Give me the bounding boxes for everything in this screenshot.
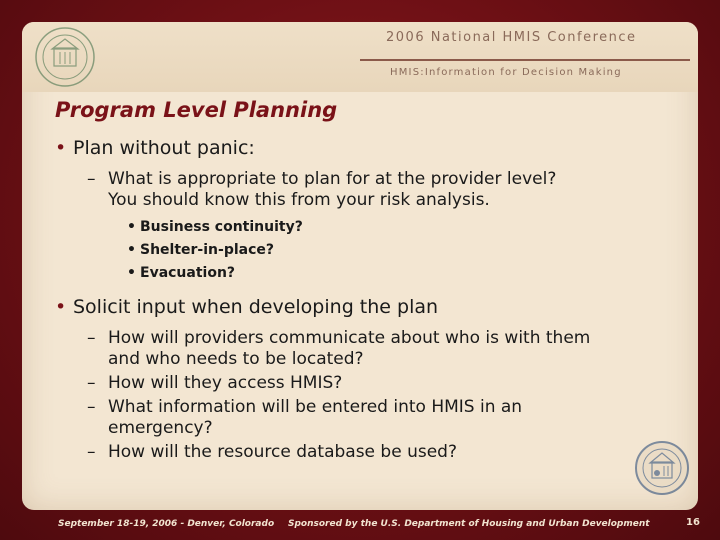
sub-bullet — [55, 397, 695, 439]
sub-bullet — [55, 442, 695, 463]
conference-subtitle: HMIS:Information for Decision Making — [390, 67, 622, 78]
footer-date-location: September 18-19, 2006 - Denver, Colorado — [58, 519, 275, 529]
sub-sub-list — [55, 216, 695, 285]
dash-marker: – — [87, 169, 96, 189]
sub-bullet — [55, 328, 695, 370]
sub-bullet-line: and who needs to be located? — [108, 349, 364, 369]
sub-bullet-line: What is appropriate to plan for at the provider level? — [108, 169, 557, 189]
page-number: 16 — [686, 517, 700, 528]
sub-bullet — [55, 373, 695, 394]
bullet-dot: • — [55, 296, 67, 318]
list-item-text: Evacuation? — [140, 265, 236, 281]
bullet-solicit-input — [55, 295, 695, 320]
dash-marker: – — [87, 397, 96, 417]
sub-bullet — [55, 169, 695, 211]
bullet-dot: • — [127, 265, 136, 281]
header-divider — [360, 59, 690, 61]
list-item — [55, 216, 695, 239]
slide-content — [55, 136, 695, 463]
list-item — [55, 239, 695, 262]
list-item-text: Business continuity? — [140, 219, 303, 235]
list-item-text: Shelter-in-place? — [140, 242, 275, 258]
bullet-dot: • — [55, 137, 67, 159]
hud-seal-icon — [634, 440, 690, 496]
sub-bullet-line: How will they access HMIS? — [108, 373, 343, 393]
bullet-dot: • — [127, 219, 136, 235]
slide-title: Program Level Planning — [55, 98, 338, 122]
bullet-text: Solicit input when developing the plan — [73, 296, 439, 318]
sub-bullet-line: What information will be entered into HMIS in an — [108, 397, 523, 417]
sub-bullet-line: emergency? — [108, 418, 213, 438]
sub-bullet-line: How will the resource database be used? — [108, 442, 457, 462]
conference-title: 2006 National HMIS Conference — [386, 30, 637, 45]
list-item — [55, 262, 695, 285]
sub-bullet-line: How will providers communicate about who is with them — [108, 328, 591, 348]
hud-seal-icon — [34, 26, 96, 88]
bullet-plan-without-panic — [55, 136, 695, 161]
dash-marker: – — [87, 328, 96, 348]
footer-sponsor: Sponsored by the U.S. Department of Housing and Urban Development — [288, 519, 650, 529]
bullet-dot: • — [127, 242, 136, 258]
sub-bullet-line: You should know this from your risk analysis. — [108, 190, 490, 210]
bullet-text: Plan without panic: — [73, 137, 255, 159]
dash-marker: – — [87, 442, 96, 462]
dash-marker: – — [87, 373, 96, 393]
